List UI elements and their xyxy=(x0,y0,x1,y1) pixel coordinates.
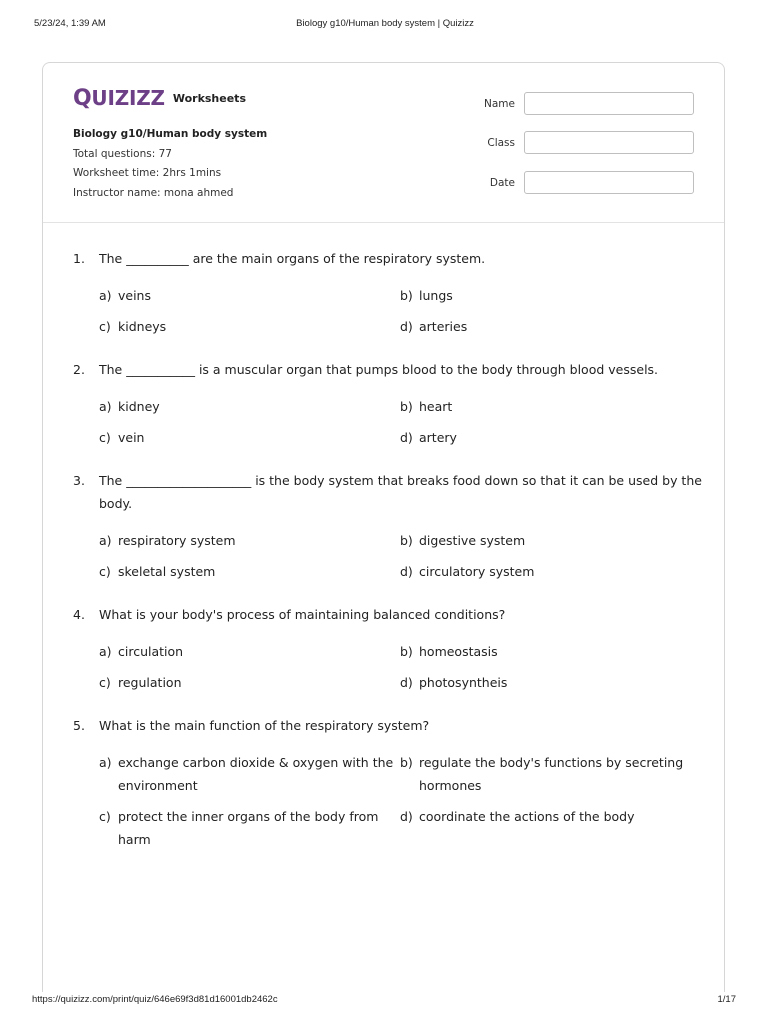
option-letter: c) xyxy=(99,430,111,445)
class-label: Class xyxy=(487,137,515,149)
date-label: Date xyxy=(489,177,515,189)
print-page-title: Biology g10/Human body system | Quizizz xyxy=(296,18,474,29)
option-d[interactable] xyxy=(400,560,703,583)
option-c[interactable] xyxy=(99,426,400,449)
option-text: circulation xyxy=(118,644,184,659)
option-text: veins xyxy=(118,288,151,303)
question-text: The ____________________ is the body system that breaks food down so that it can be used by the body. xyxy=(99,473,702,511)
worksheet-title: Biology g10/Human body system xyxy=(73,128,268,140)
option-letter: a) xyxy=(99,755,112,770)
question-text: The ___________ is a muscular organ that pumps blood to the body through blood vessels. xyxy=(99,362,659,377)
option-letter: d) xyxy=(400,564,413,579)
print-datetime: 5/23/24, 1:39 AM xyxy=(34,18,106,29)
name-field-row xyxy=(463,92,695,116)
option-letter: b) xyxy=(400,533,413,548)
option-text: skeletal system xyxy=(118,564,216,579)
question-item xyxy=(73,358,703,449)
date-input[interactable] xyxy=(524,171,694,194)
total-questions: Total questions: 77 xyxy=(73,147,172,160)
date-field-row xyxy=(463,171,695,195)
question-text: The __________ are the main organs of the respiratory system. xyxy=(99,251,486,266)
option-letter: b) xyxy=(400,288,413,303)
option-c[interactable] xyxy=(99,315,400,338)
option-letter: c) xyxy=(99,319,111,334)
option-d[interactable] xyxy=(400,426,703,449)
print-url: https://quizizz.com/print/quiz/646e69f3d81d16001db2462c xyxy=(32,994,278,1005)
option-text: homeostasis xyxy=(419,644,498,659)
option-text: coordinate the actions of the body xyxy=(419,809,635,824)
question-text: What is the main function of the respiratory system? xyxy=(99,718,430,733)
option-letter: b) xyxy=(400,644,413,659)
option-d[interactable] xyxy=(400,671,703,694)
option-text: kidneys xyxy=(118,319,167,334)
option-letter: d) xyxy=(400,319,413,334)
option-text: photosyntheis xyxy=(419,675,508,690)
option-list xyxy=(73,751,703,851)
option-list xyxy=(73,529,703,583)
option-b[interactable] xyxy=(400,640,703,663)
option-b[interactable] xyxy=(400,395,703,418)
option-text: vein xyxy=(118,430,145,445)
option-letter: d) xyxy=(400,675,413,690)
question-item xyxy=(73,714,703,851)
option-text: respiratory system xyxy=(118,533,236,548)
option-c[interactable] xyxy=(99,560,400,583)
option-b[interactable] xyxy=(400,284,703,307)
option-letter: a) xyxy=(99,533,112,548)
print-header xyxy=(34,18,736,32)
option-a[interactable] xyxy=(99,395,400,418)
option-letter: d) xyxy=(400,809,413,824)
option-text: lungs xyxy=(419,288,453,303)
option-text: circulatory system xyxy=(419,564,535,579)
option-c[interactable] xyxy=(99,805,400,851)
option-letter: b) xyxy=(400,399,413,414)
question-number: 5. xyxy=(73,718,85,733)
name-label: Name xyxy=(484,98,515,110)
question-number: 1. xyxy=(73,251,85,266)
option-text: regulation xyxy=(118,675,182,690)
option-text: arteries xyxy=(419,319,468,334)
question-item xyxy=(73,603,703,694)
option-list xyxy=(73,395,703,449)
class-field-row xyxy=(463,131,695,155)
worksheet-sheet xyxy=(42,62,725,992)
option-letter: c) xyxy=(99,564,111,579)
question-number: 2. xyxy=(73,362,85,377)
option-text: protect the inner organs of the body from harm xyxy=(118,809,379,847)
option-text: heart xyxy=(419,399,453,414)
question-text: What is your body's process of maintaining balanced conditions? xyxy=(99,607,506,622)
option-letter: c) xyxy=(99,809,111,824)
class-input[interactable] xyxy=(524,131,694,154)
option-b[interactable] xyxy=(400,529,703,552)
option-d[interactable] xyxy=(400,805,703,851)
print-footer xyxy=(32,994,736,1008)
instructor-name: Instructor name: mona ahmed xyxy=(73,186,234,199)
question-item xyxy=(73,469,703,583)
option-a[interactable] xyxy=(99,284,400,307)
question-list xyxy=(73,247,703,871)
option-list xyxy=(73,640,703,694)
option-letter: a) xyxy=(99,288,112,303)
name-input[interactable] xyxy=(524,92,694,115)
option-text: artery xyxy=(419,430,457,445)
logo-subtitle: Worksheets xyxy=(172,91,246,105)
question-number: 3. xyxy=(73,473,85,488)
option-c[interactable] xyxy=(99,671,400,694)
option-text: digestive system xyxy=(419,533,526,548)
worksheet-meta xyxy=(73,125,413,203)
option-letter: a) xyxy=(99,644,112,659)
option-list xyxy=(73,284,703,338)
option-a[interactable] xyxy=(99,640,400,663)
option-letter: b) xyxy=(400,755,413,770)
page-number: 1/17 xyxy=(717,994,736,1005)
option-a[interactable] xyxy=(99,751,400,797)
question-item xyxy=(73,247,703,338)
option-b[interactable] xyxy=(400,751,703,797)
option-letter: a) xyxy=(99,399,112,414)
option-a[interactable] xyxy=(99,529,400,552)
option-d[interactable] xyxy=(400,315,703,338)
option-letter: d) xyxy=(400,430,413,445)
logo-q: Q xyxy=(73,85,92,111)
option-text: regulate the body's functions by secreting hormones xyxy=(419,755,684,793)
option-text: kidney xyxy=(118,399,160,414)
question-number: 4. xyxy=(73,607,85,622)
logo-wordmark: UIZIZZ xyxy=(91,86,165,110)
worksheet-time: Worksheet time: 2hrs 1mins xyxy=(73,167,222,179)
worksheet-header xyxy=(43,63,724,223)
option-text: exchange carbon dioxide & oxygen with the environment xyxy=(118,755,394,793)
quizizz-logo xyxy=(73,81,246,115)
option-letter: c) xyxy=(99,675,111,690)
